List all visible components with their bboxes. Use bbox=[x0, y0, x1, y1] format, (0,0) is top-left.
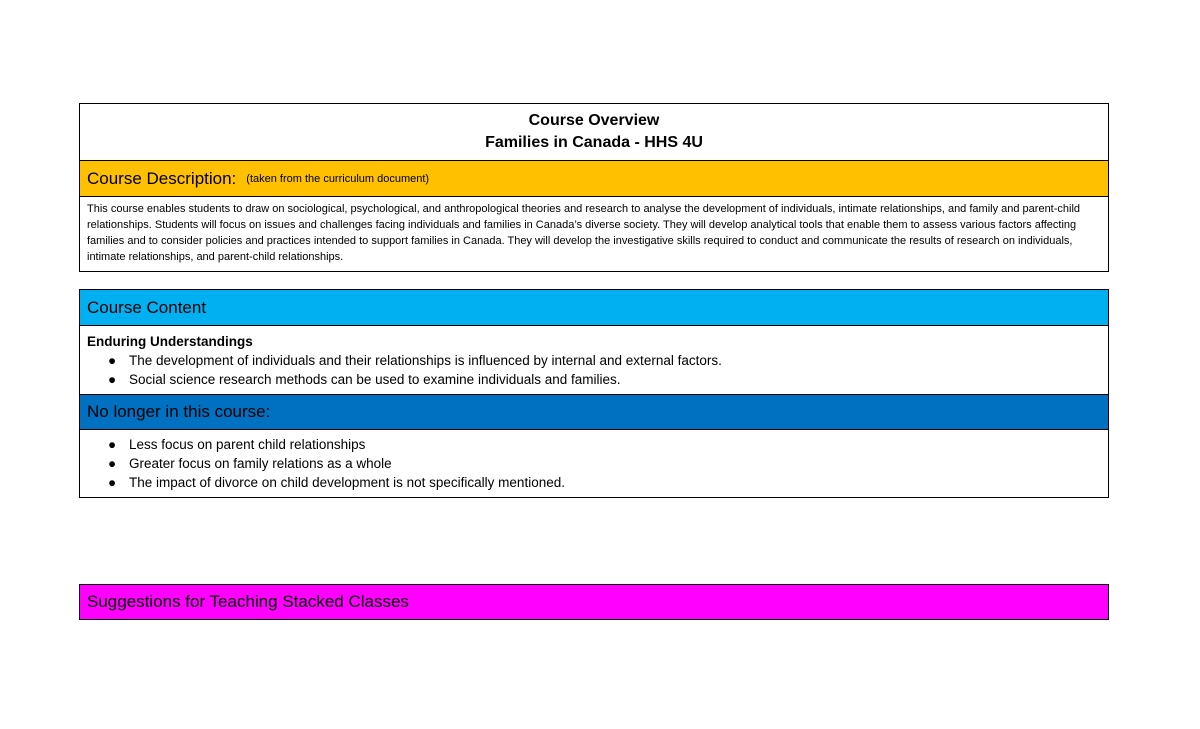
enduring-understandings-title: Enduring Understandings bbox=[87, 334, 253, 349]
list-item bbox=[87, 351, 1101, 370]
enduring-understandings-cell bbox=[80, 325, 1108, 394]
bullet-icon: ● bbox=[108, 372, 117, 387]
course-content-table bbox=[79, 289, 1109, 498]
bullet-icon: ● bbox=[108, 475, 117, 490]
overview-title-cell bbox=[80, 104, 1108, 160]
list-item-text: Less focus on parent child relationships bbox=[129, 437, 366, 452]
stacked-classes-header: Suggestions for Teaching Stacked Classes bbox=[79, 584, 1109, 620]
bullet-icon: ● bbox=[108, 353, 117, 368]
list-item-text: The impact of divorce on child development is not specifically mentioned. bbox=[129, 475, 565, 490]
list-item-text: The development of individuals and their relationships is influenced by internal and external factors. bbox=[129, 353, 722, 368]
page-title: Course Overview bbox=[528, 112, 660, 129]
course-subtitle: Families in Canada - HHS 4U bbox=[485, 134, 703, 151]
enduring-understandings-list bbox=[87, 351, 1101, 389]
list-item bbox=[87, 473, 1101, 492]
no-longer-cell bbox=[80, 429, 1108, 492]
list-item-text: Social science research methods can be used to examine individuals and families. bbox=[129, 372, 621, 387]
course-description-body: This course enables students to draw on sociological, psychological, and anthropological theories and research to analyse the development of individuals, intimate relationships, and family and parent-child relationships. Students will focus on issues and challenges facing individuals and families in Canada’s diverse society. They will develop analytical tools that enable them to assess various factors affecting families and to consider policies and practices intended to support families in Canada. They will develop the investigative skills required to conduct and communicate the results of research on individuals, intimate relationships, and parent-child relationships. bbox=[80, 196, 1108, 271]
no-longer-list bbox=[87, 435, 1101, 492]
course-description-heading: Course Description: bbox=[87, 168, 237, 188]
course-description-header bbox=[80, 160, 1108, 196]
bullet-icon: ● bbox=[108, 456, 117, 471]
no-longer-header: No longer in this course: bbox=[80, 394, 1108, 429]
course-overview-table bbox=[79, 103, 1109, 272]
list-item bbox=[87, 454, 1101, 473]
list-item bbox=[87, 435, 1101, 454]
course-description-note: (taken from the curriculum document) bbox=[246, 172, 430, 185]
course-content-header: Course Content bbox=[80, 290, 1108, 325]
bullet-icon: ● bbox=[108, 437, 117, 452]
list-item bbox=[87, 370, 1101, 389]
list-item-text: Greater focus on family relations as a whole bbox=[129, 456, 392, 471]
